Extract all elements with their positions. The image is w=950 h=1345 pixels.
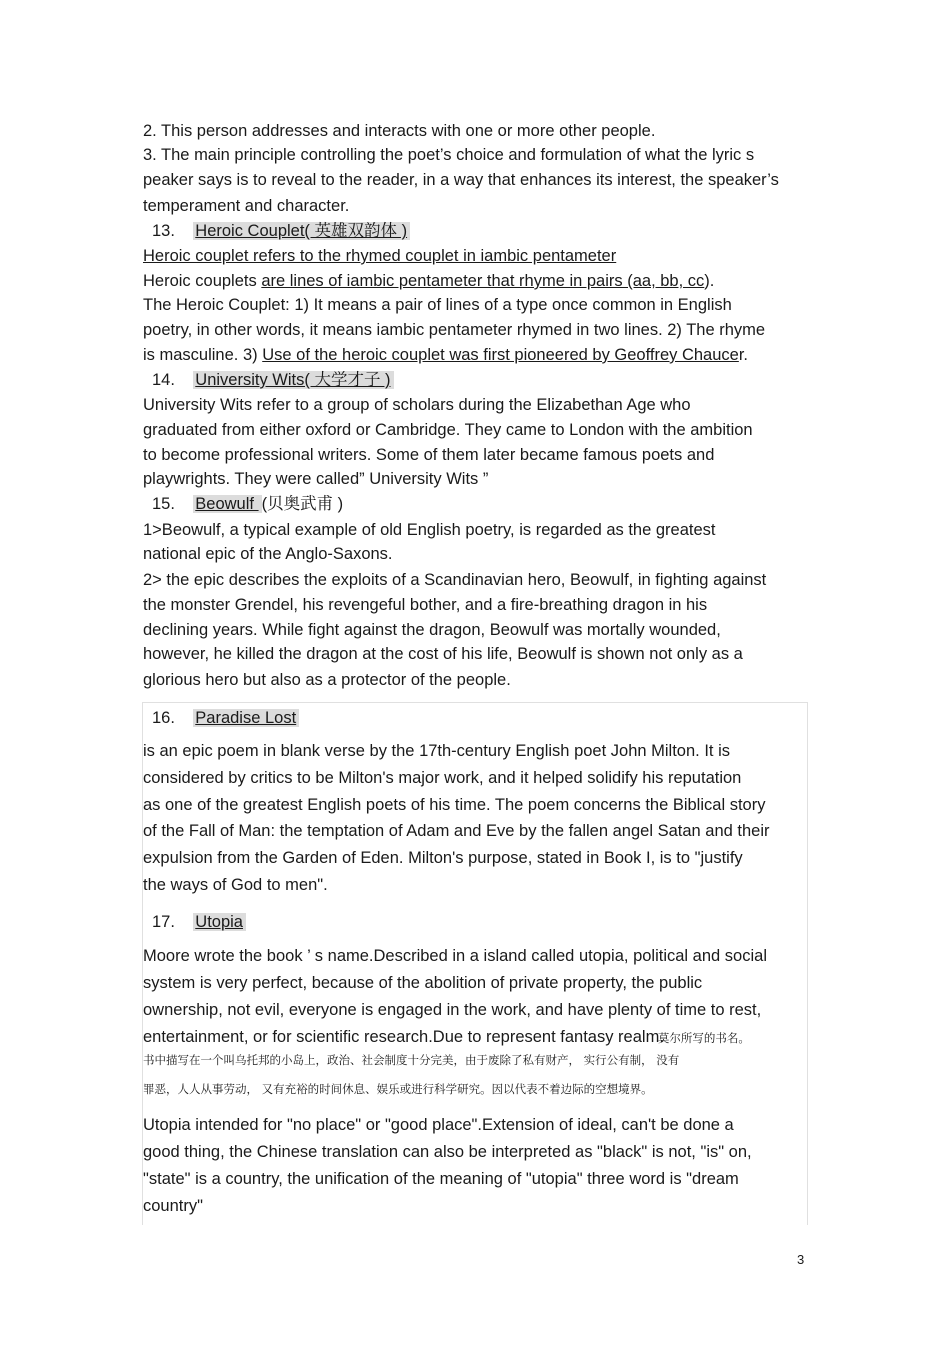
heroic-para-3 [143,345,748,365]
beowulf-para-1: 1>Beowulf, a typical example of old English poetry, is regarded as the greatest [143,521,716,539]
heroic-def-2 [143,271,714,291]
beowulf-para-2: national epic of the Anglo-Saxons. [143,545,393,563]
section-term: University Wits( 大学才子 ) [193,371,393,389]
paradise-para-5: expulsion from the Garden of Eden. Milton's purpose, stated in Book I, is to "justify [143,849,743,867]
beowulf-para-6: however, he killed the dragon at the cost of his life, Beowulf is shown not only as a [143,645,743,663]
intro-line-3b: peaker says is to reveal to the reader, in a way that enhances its interest, the speaker’s [143,171,779,189]
beowulf-para-5: declining years. While fight against the dragon, Beowulf was mortally wounded, [143,621,721,639]
section-term-cn: (贝奥武甫 ) [261,495,344,513]
section-term: Paradise Lost [193,709,299,727]
heroic-def-1: Heroic couplet refers to the rhymed couplet in iambic pentameter [143,247,617,265]
heroic-def-2-ul: are lines of iambic pentameter that rhyme in pairs (aa, bb, cc [261,272,705,290]
utopia-para-4-cn: 莫尔所写的书名。 [657,1031,750,1045]
section-number: 15. [152,495,175,513]
beowulf-para-4: the monster Grendel, his revengeful bother, and a fire-breathing dragon in his [143,596,708,614]
utopia-ext-2: good thing, the Chinese translation can also be interpreted as "black" is not, "is" on, [143,1143,752,1161]
section-number: 16. [152,709,175,727]
intro-line-3a: 3. The main principle controlling the poet’s choice and formulation of what the lyric s [143,146,755,164]
paradise-para-2: considered by critics to be Milton's major work, and it helped solidify his reputation [143,769,742,787]
section-14-heading [152,370,394,390]
section-17-heading [152,912,246,932]
heroic-para-1: The Heroic Couplet: 1) It means a pair of lines of a type once common in English [143,296,732,314]
utopia-para-1: Moore wrote the book ’ s name.Described in a island called utopia, political and social [143,947,767,965]
paradise-para-6: the ways of God to men". [143,876,328,894]
heroic-para-2: poetry, in other words, it means iambic pentameter rhymed in two lines. 2) The rhyme [143,321,766,339]
paradise-para-3: as one of the greatest English poets of his time. The poem concerns the Biblical story [143,796,766,814]
heroic-def-2-post: ). [704,272,715,290]
paradise-para-1: is an epic poem in blank verse by the 17th-century English poet John Milton. It is [143,742,730,760]
heroic-def-2-pre: Heroic couplets [143,272,262,290]
utopia-para-4-en: entertainment, or for scientific research.Due to represent fantasy realm. [143,1028,664,1046]
wits-para-3: to become professional writers. Some of them later became famous poets and [143,446,715,464]
utopia-para-3: ownership, not evil, everyone is engaged in the work, and have plenty of time to rest, [143,1001,762,1019]
utopia-ext-4: country" [143,1197,203,1215]
wits-para-4: playwrights. They were called” University Wits ” [143,470,489,488]
section-13-heading [152,221,410,241]
heroic-para-3-post: r. [738,346,749,364]
wits-para-2: graduated from either oxford or Cambridge. They came to London with the ambition [143,421,753,439]
utopia-para-2: system is very perfect, because of the abolition of private property, the public [143,974,703,992]
wits-para-1: University Wits refer to a group of scholars during the Elizabethan Age who [143,396,691,414]
utopia-ext-1: Utopia intended for "no place" or "good place".Extension of ideal, can't be done a [143,1116,734,1134]
beowulf-para-3: 2> the epic describes the exploits of a Scandinavian hero, Beowulf, in fighting against [143,571,767,589]
intro-line-2: 2. This person addresses and interacts with one or more other people. [143,122,656,140]
heroic-para-3-ul: Use of the heroic couplet was first pioneered by Geoffrey Chauce [262,346,739,364]
utopia-cn-line-2: 罪恶，人人从事劳动， 又有充裕的时间休息、娱乐或进行科学研究。因以代表不着边际的空想境界。 [143,1082,653,1096]
page-number: 3 [797,1252,805,1267]
section-number: 14. [152,371,175,389]
paradise-para-4: of the Fall of Man: the temptation of Adam and Eve by the fallen angel Satan and their [143,822,770,840]
beowulf-para-7: glorious hero but also as a protector of the people. [143,671,511,689]
section-number: 17. [152,913,175,931]
heroic-para-3-pre: is masculine. 3) [143,346,263,364]
section-16-heading [152,708,299,728]
utopia-para-4 [143,1027,750,1047]
section-term: Heroic Couplet( 英雄双韵体 ) [193,222,410,240]
intro-line-3c: temperament and character. [143,197,350,215]
section-term: Utopia [193,913,246,931]
section-term: Beowulf [193,495,261,513]
utopia-cn-line-1: 书中描写在一个叫乌托邦的小岛上，政治、社会制度十分完美，由于废除了私有财产， 实行公有制， 没有 [143,1053,680,1067]
utopia-ext-3: "state" is a country, the unification of the meaning of "utopia" three word is "dream [143,1170,739,1188]
section-number: 13. [152,222,175,240]
section-15-heading [152,494,343,514]
